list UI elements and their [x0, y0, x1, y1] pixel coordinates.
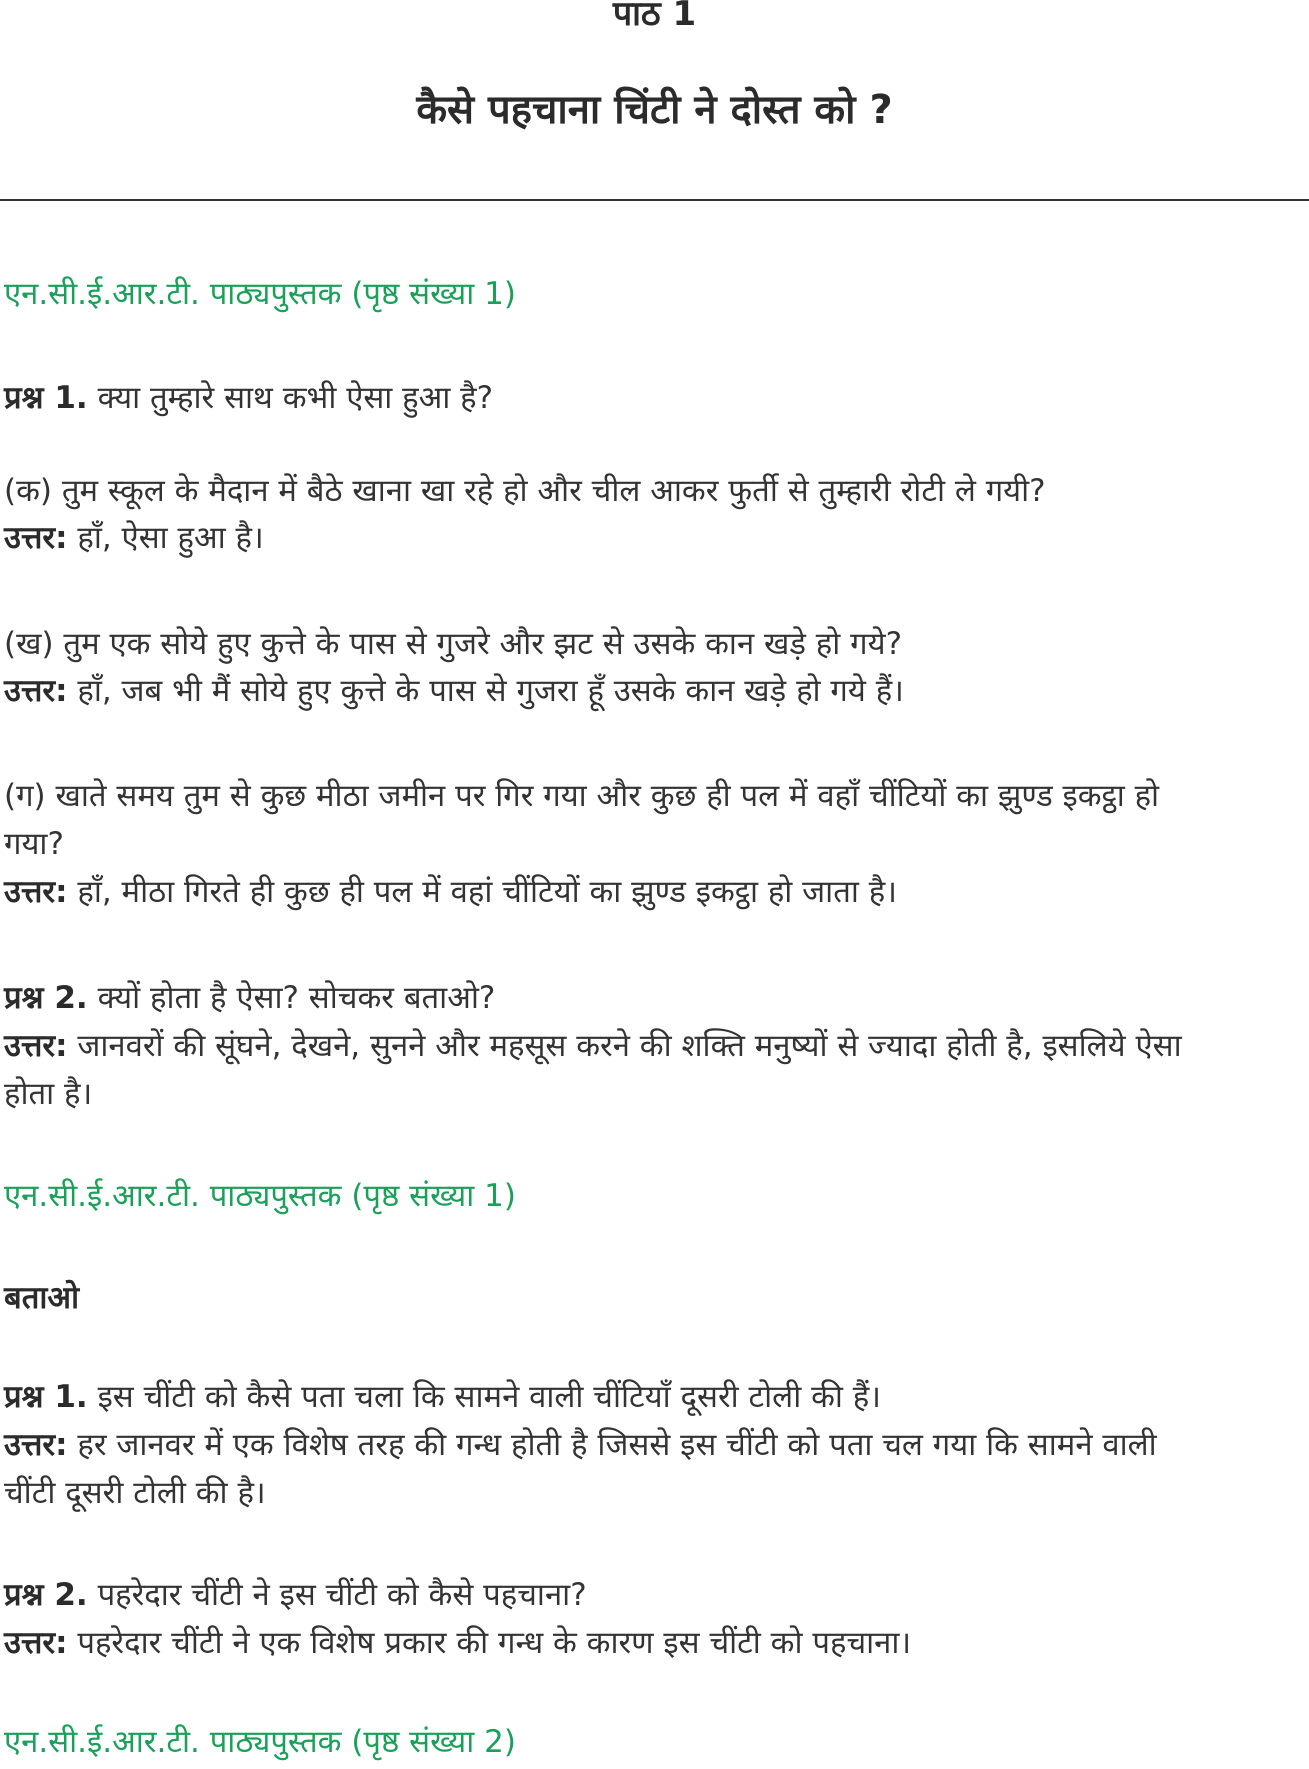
section-heading: एन.सी.ई.आर.टी. पाठ्यपुस्तक (पृष्ठ संख्या 1) [4, 276, 516, 312]
answer [4, 868, 1304, 916]
answer-label: उत्तर: [4, 1427, 68, 1463]
answer-continued: चींटी दूसरी टोली की है। [4, 1475, 266, 1511]
lesson-title: कैसे पहचाना चिंटी ने दोस्त को ? [416, 87, 893, 133]
question-text: पहरेदार चींटी ने इस चींटी को कैसे पहचाना? [97, 1577, 587, 1613]
answer-label: उत्तर: [4, 1028, 68, 1064]
answer-text: जानवरों की सूंघने, देखने, सुनने और महसूस करने की शक्ति मनुष्यों से ज्यादा होती है, इसलिये ऐसा [77, 1028, 1182, 1064]
answer-label: उत्तर: [4, 874, 68, 910]
sub-question: (ख) तुम एक सोये हुए कुत्ते के पास से गुजरे और झट से उसके कान खड़े हो गये? [4, 626, 903, 662]
answer [4, 1022, 1304, 1070]
answer [4, 1619, 1304, 1667]
answer [4, 667, 1304, 715]
answer-text: हाँ, जब भी मैं सोये हुए कुत्ते के पास से गुजरा हूँ उसके कान खड़े हो गये हैं। [77, 673, 904, 709]
question-text: क्या तुम्हारे साथ कभी ऐसा हुआ है? [97, 380, 494, 416]
answer-text: हाँ, मीठा गिरते ही कुछ ही पल में वहां चींटियों का झुण्ड इकट्ठा हो जाता है। [77, 874, 897, 910]
question [4, 974, 1304, 1022]
sub-question-continued: गया? [4, 826, 64, 862]
question-label: प्रश्न 2. [4, 980, 88, 1016]
question-text: इस चींटी को कैसे पता चला कि सामने वाली चींटियाँ दूसरी टोली की हैं। [97, 1379, 881, 1415]
answer [4, 514, 1304, 562]
question-label: प्रश्न 1. [4, 380, 88, 416]
question-label: प्रश्न 2. [4, 1577, 88, 1613]
answer [4, 1421, 1304, 1469]
question [4, 1373, 1304, 1421]
answer-text: हाँ, ऐसा हुआ है। [77, 520, 264, 556]
answer-text: हर जानवर में एक विशेष तरह की गन्ध होती है जिससे इस चींटी को पता चल गया कि सामने वाली [77, 1427, 1157, 1463]
question [4, 1571, 1304, 1619]
header-divider [0, 199, 1309, 201]
answer-label: उत्तर: [4, 673, 68, 709]
subheading: बताओ [4, 1280, 80, 1316]
sub-question: (क) तुम स्कूल के मैदान में बैठे खाना खा रहे हो और चील आकर फुर्ती से तुम्हारी रोटी ले गयी? [4, 473, 1046, 509]
question-label: प्रश्न 1. [4, 1379, 88, 1415]
answer-continued: होता है। [4, 1076, 93, 1112]
page-header [0, 0, 1309, 200]
answer-label: उत्तर: [4, 520, 68, 556]
answer-text: पहरेदार चींटी ने एक विशेष प्रकार की गन्ध के कारण इस चींटी को पहचाना। [77, 1625, 912, 1661]
section-heading: एन.सी.ई.आर.टी. पाठ्यपुस्तक (पृष्ठ संख्या 1) [4, 1178, 516, 1214]
section-heading: एन.सी.ई.आर.टी. पाठ्यपुस्तक (पृष्ठ संख्या 2) [4, 1724, 516, 1760]
lesson-number: पाठ 1 [612, 0, 697, 34]
question [4, 374, 1304, 422]
sub-question: (ग) खाते समय तुम से कुछ मीठा जमीन पर गिर गया और कुछ ही पल में वहाँ चींटियों का झुण्ड इकट्ठा हो [4, 778, 1160, 814]
answer-label: उत्तर: [4, 1625, 68, 1661]
question-text: क्यों होता है ऐसा? सोचकर बताओ? [97, 980, 496, 1016]
